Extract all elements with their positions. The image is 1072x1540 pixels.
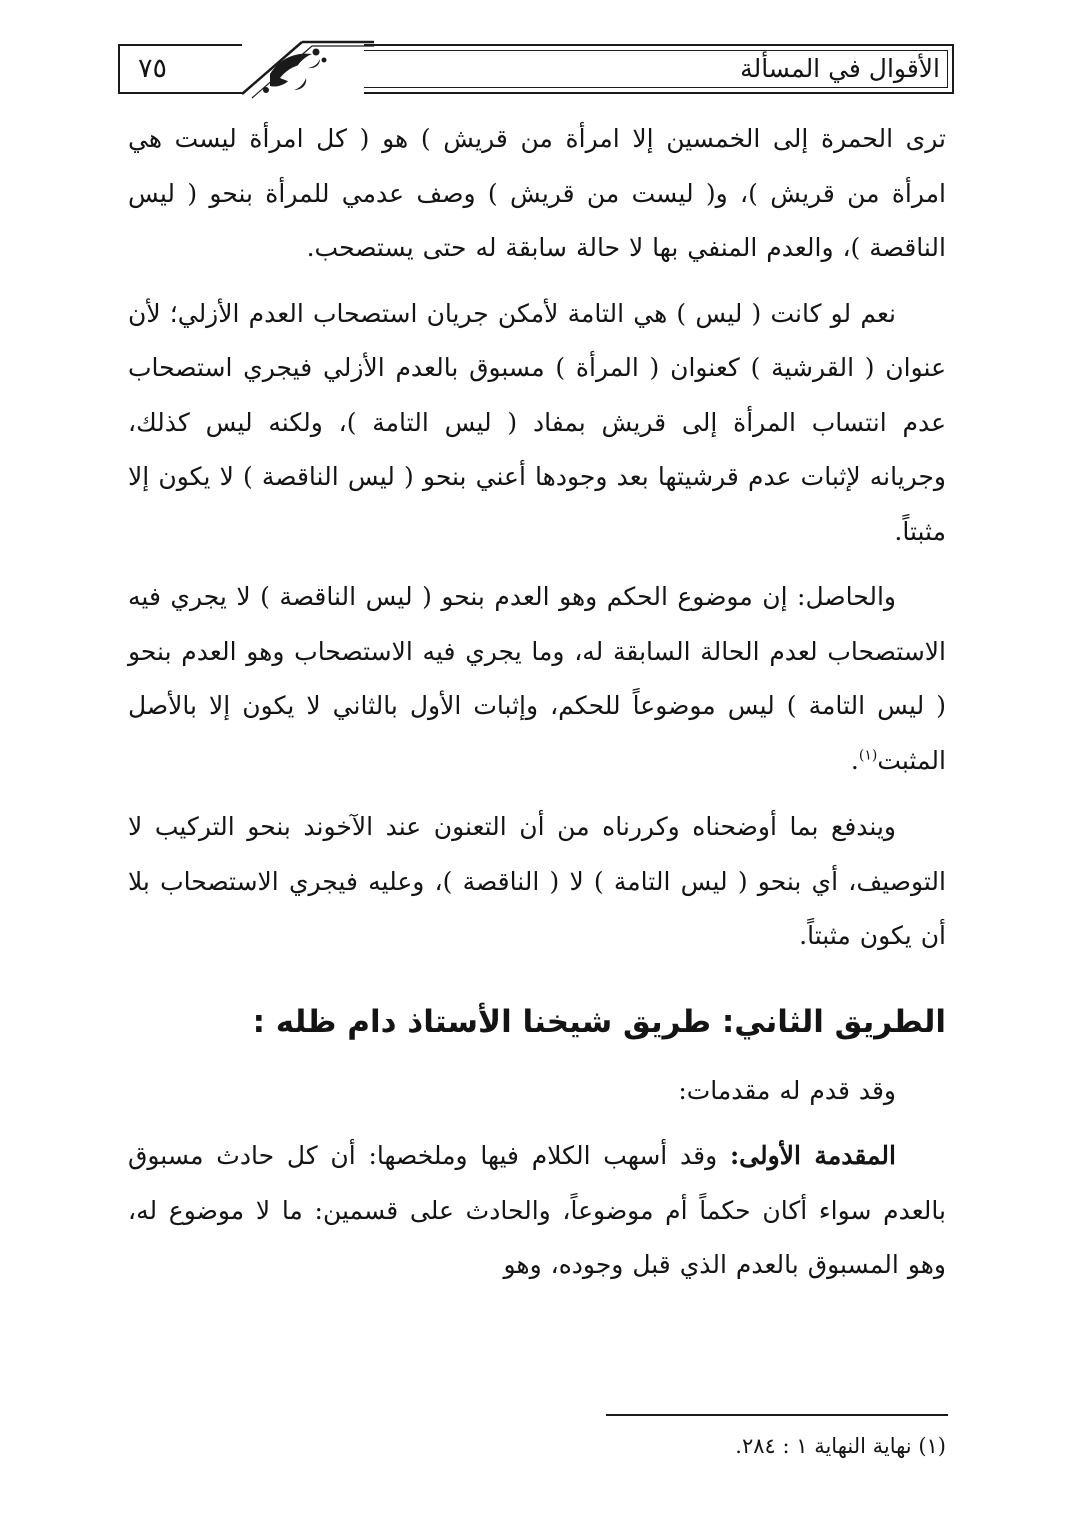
footnote-1: (١) نهاية النهاية ١ : ٢٨٤.: [735, 1434, 946, 1458]
first-premise-label: المقدمة الأولى:: [729, 1141, 896, 1170]
paragraph-alhasil: [128, 570, 946, 788]
main-text: [128, 112, 946, 1293]
paragraph-alhasil-text: والحاصل: إن موضوع الحكم وهو العدم بنحو ( ليس الناقصة ) لا يجري فيه الاستصحاب لعدم الحالة السابقة له، وما يجري فيه الاستصحاب وهو العدم بنحو ( ليس التامة ) ليس موضوعاً للحكم، وإثبات الأول بالثاني لا يكون إلا بالأصل المثبت: [128, 582, 946, 775]
paragraph-yandafi: ويندفع بما أوضحناه وكررناه من أن التعنون عند الآخوند بنحو التركيب لا التوصيف، أي بنحو ( ليس التامة ) لا ( الناقصة )، وعليه فيجري الاستصحاب بلا أن يكون مثبتاً.: [128, 812, 946, 950]
paragraph-naam: نعم لو كانت ( ليس ) هي التامة لأمكن جريان استصحاب العدم الأزلي؛ لأن عنوان ( القرشية ) كعنوان ( المرأة ) مسبوق بالعدم الأزلي فيجري استصحاب عدم انتساب المرأة إلى قريش بمفاد ( ليس التامة )، ولكنه ليس كذلك، وجريانه لإثبات عدم قرشيتها بعد وجودها أعني بنحو ( ليس الناقصة ) لا يكون إلا مثبتاً.: [128, 298, 946, 546]
paragraph-intro-premises: وقد قدم له مقدمات:: [678, 1075, 896, 1105]
header-ornament-icon: [184, 38, 374, 102]
paragraph-first-premise: [128, 1129, 946, 1293]
running-header: [118, 44, 954, 100]
footnote-reference[interactable]: (١): [858, 747, 878, 764]
page-number: ٧٥: [138, 53, 168, 84]
footnote-separator: [606, 1414, 948, 1416]
section-heading: الطريق الثاني: طريق شيخنا الأستاذ دام ظله :: [252, 1003, 946, 1040]
first-premise-text: وقد أسهب الكلام فيها وملخصها: أن كل حادث مسبوق بالعدم سواء أكان حكماً أم موضوعاً، والحادث على قسمين: ما لا موضوع له، وهو المسبوق بالعدم الذي قبل وجوده، وهو: [128, 1141, 946, 1279]
paragraph-continuation: ترى الحمرة إلى الخمسين إلا امرأة من قريش ) هو ( كل امرأة ليست هي امرأة من قريش )، و( ليست من قريش ) وصف عدمي للمرأة بنحو ( ليس الناقصة )، والعدم المنفي بها لا حالة سابقة له حتى يستصحب.: [128, 124, 946, 262]
running-title: الأقوال في المسألة: [740, 54, 940, 83]
paragraph-alhasil-end: .: [850, 745, 859, 775]
